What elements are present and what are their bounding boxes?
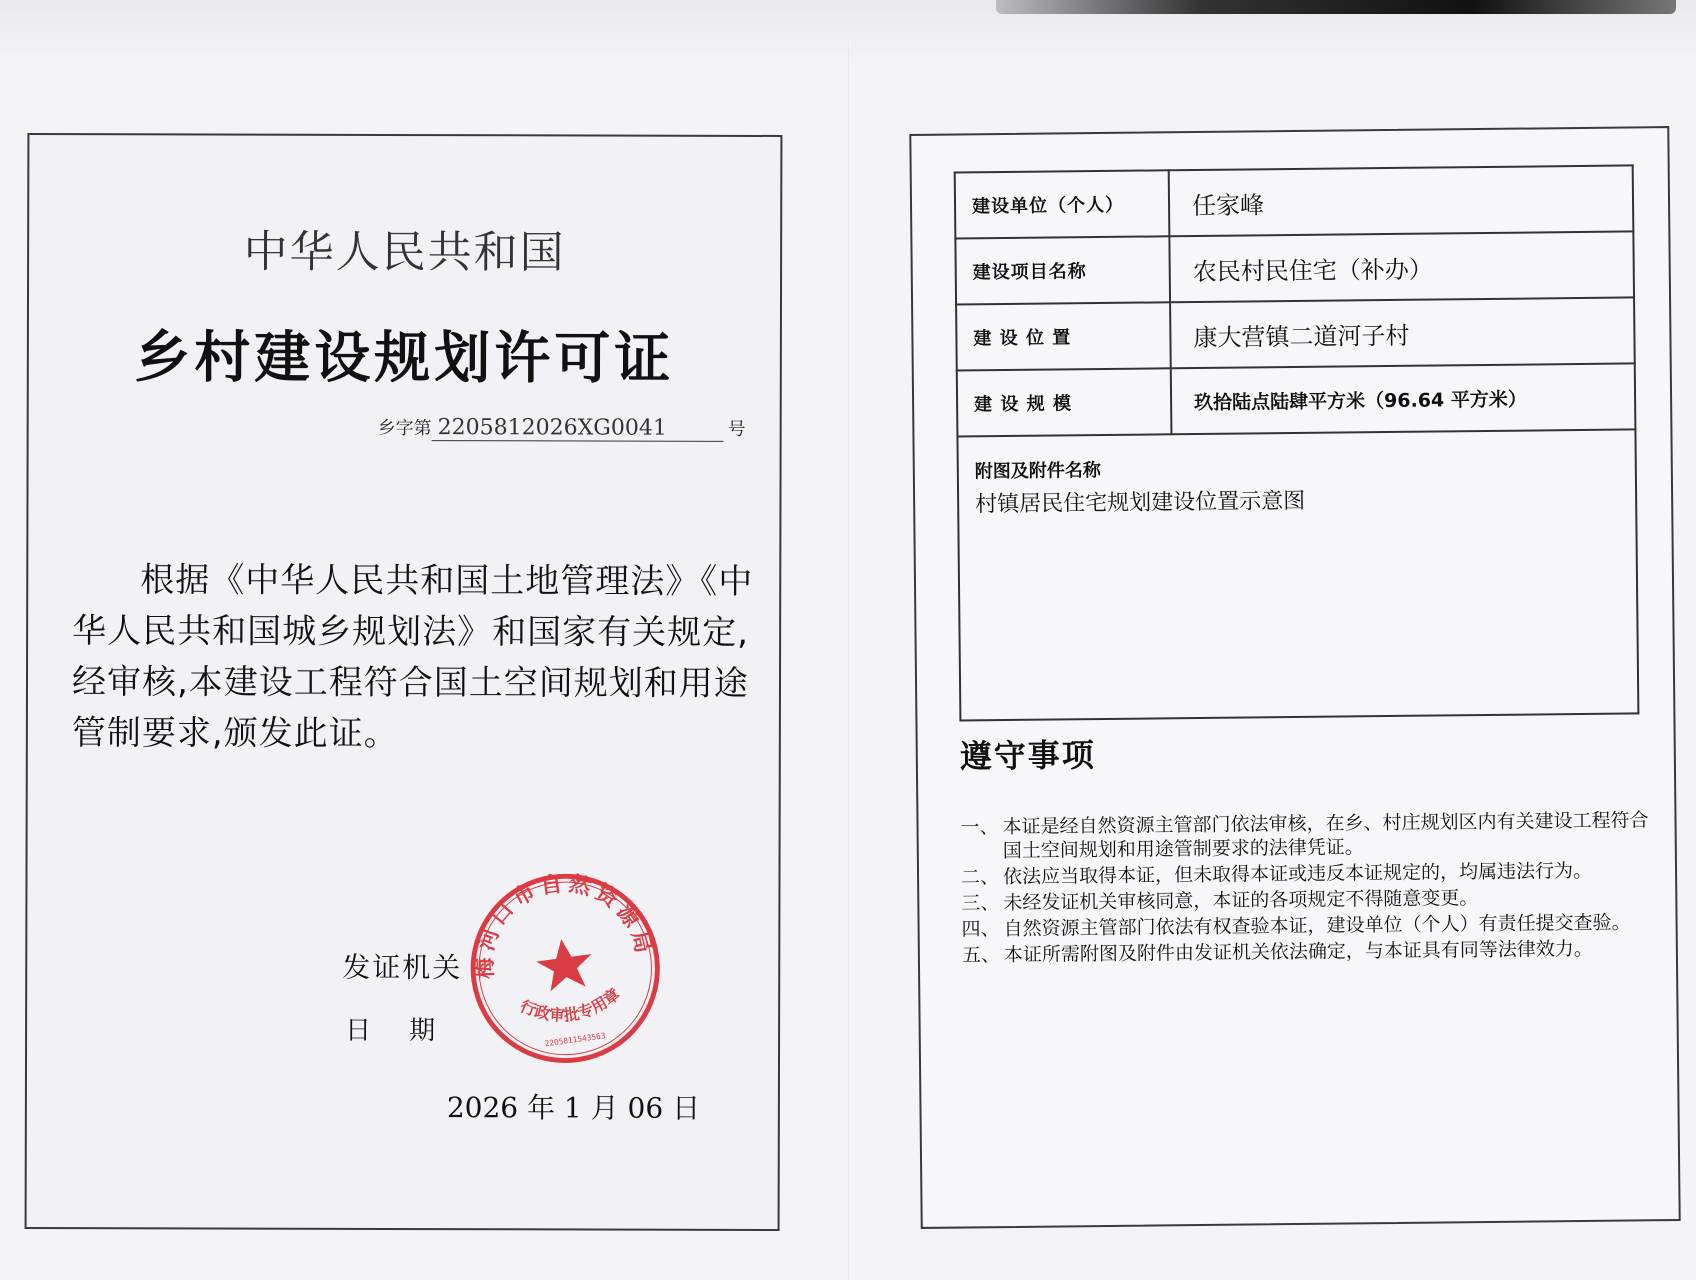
notice-text: 自然资源主管部门依法有权查验本证，建设单位（个人）有责任提交查验。 xyxy=(1003,911,1631,941)
country-title: 中华人民共和国 xyxy=(243,226,566,279)
body-line: 华人民共和国城乡规划法》和国家有关规定, xyxy=(72,611,749,653)
attachments-value: 村镇居民住宅规划建设位置示意图 xyxy=(975,488,1306,518)
notice-index: 三、 xyxy=(961,892,1000,915)
table-row xyxy=(957,363,1636,436)
location-value: 康大营镇二道河子村 xyxy=(1170,297,1635,368)
seal-org-text: 梅河口市自然资源局 xyxy=(472,871,657,980)
list-item xyxy=(962,936,1652,967)
location-label: 建 设 位 置 xyxy=(956,302,1171,370)
notice-text: 依法应当取得本证，但未取得本证或违反本证规定的，均属违法行为。 xyxy=(1002,859,1593,889)
applicant-value: 任家峰 xyxy=(1169,165,1634,236)
notice-title: 遵守事项 xyxy=(959,736,1097,776)
permit-number-suffix: 号 xyxy=(727,418,746,440)
permit-details-page xyxy=(909,126,1680,1229)
table-row xyxy=(956,297,1635,370)
permit-cover-page xyxy=(25,133,783,1231)
notice-index: 二、 xyxy=(960,866,1000,889)
scale-value: 玖拾陆点陆肆平方米（96.64 平方米） xyxy=(1171,363,1636,434)
permit-number-value: 2205812026XG0041 xyxy=(432,415,724,442)
notice-list xyxy=(960,808,1652,969)
permit-number-prefix: 乡字第 xyxy=(377,417,432,440)
svg-text:行政审批专用章 xyxy=(515,983,626,1031)
issuer-label: 发证机关 xyxy=(342,950,463,985)
scale-label: 建 设 规 模 xyxy=(957,368,1172,436)
seal-purpose-text: 行政审批专用章 xyxy=(517,984,624,1025)
body-line: 管制要求,颁发此证。 xyxy=(71,713,399,754)
body-line: 经审核,本建设工程符合国土空间规划和用途 xyxy=(71,662,749,704)
seal-code: 2205811543563 xyxy=(544,1031,607,1049)
project-name-value: 农民村民住宅（补办） xyxy=(1169,231,1634,302)
background-object xyxy=(996,0,1676,14)
table-row xyxy=(955,165,1634,238)
official-seal xyxy=(455,858,676,1079)
body-line: 根据《中华人民共和国土地管理法》《中 xyxy=(140,560,754,602)
notice-text: 未经发证机关审核同意，本证的各项规定不得随意变更。 xyxy=(1003,887,1479,915)
notice-index: 一、 xyxy=(960,816,999,839)
applicant-label: 建设单位（个人） xyxy=(955,170,1170,238)
permit-number xyxy=(378,414,746,442)
seal-star-icon xyxy=(534,935,596,992)
issue-date: 2026 年 1 月 06 日 xyxy=(446,1091,701,1125)
date-label: 日期 xyxy=(345,1015,474,1047)
attachments-cell xyxy=(957,429,1638,720)
notice-text: 本证所需附图及附件由发证机关依法确定，与本证具有同等法律效力。 xyxy=(1003,937,1593,967)
permit-info-table xyxy=(954,164,1640,721)
project-name-label: 建设项目名称 xyxy=(955,236,1170,304)
notice-text: 本证是经自然资源主管部门依法审核，在乡、村庄规划区内有关建设工程符合国土空间规划和用途管制要求的法律凭证。 xyxy=(1002,809,1649,863)
attachments-label: 附图及附件名称 xyxy=(974,460,1101,483)
table-row xyxy=(957,429,1638,720)
permit-title: 乡村建设规划许可证 xyxy=(134,325,675,392)
page-fold xyxy=(848,40,850,1280)
list-item xyxy=(960,808,1650,863)
notice-index: 五、 xyxy=(961,944,1001,967)
notice-index: 四、 xyxy=(961,918,1000,941)
permit-body-text xyxy=(72,555,773,761)
table-row xyxy=(955,231,1634,304)
